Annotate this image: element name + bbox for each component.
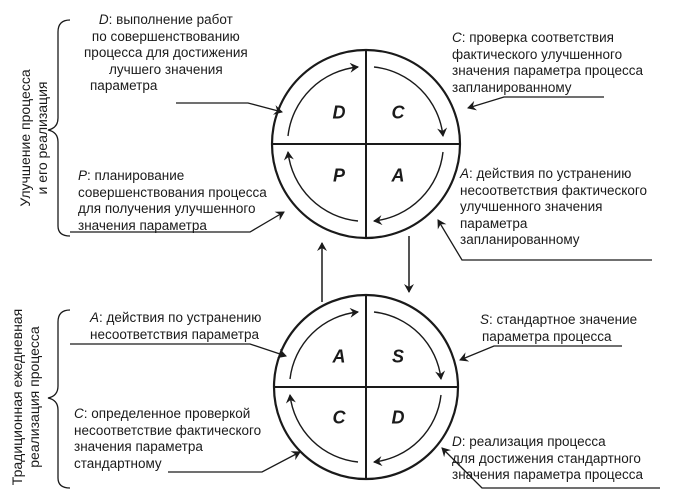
annotation-top-c: C: проверка соответствия фактического улучшенного значения параметра процесса запланированному <box>452 30 644 95</box>
top-pdca-cycle <box>272 50 460 238</box>
side-label-improvement-line-1: Улучшение процесса <box>17 69 33 207</box>
side-label-daily <box>9 309 43 485</box>
annotation-bottom-d: D: реализация процесса для достижения стандартного значения параметра процесса <box>452 434 644 482</box>
quadrant-letter-bottom-a: A <box>332 346 346 367</box>
quadrant-letter-bottom-d: D <box>391 407 405 428</box>
bottom-bracket <box>48 310 70 488</box>
bottom-sdca-cycle <box>274 295 458 479</box>
quadrant-letter-bottom-c: C <box>332 407 346 428</box>
quadrant-letter-top-c: C <box>391 102 405 123</box>
quadrant-letter-top-d: D <box>332 102 346 123</box>
quadrant-letter-top-a: A <box>391 165 405 186</box>
annotation-bottom-c: C: определенное проверкой несоответствие фактического значения параметра стандартному <box>74 406 262 471</box>
side-label-improvement <box>17 69 51 206</box>
side-label-improvement-line-2: и его реализация <box>34 81 50 195</box>
side-label-daily-line-1: Традиционная ежедневная <box>9 308 25 486</box>
annotation-bottom-s: S: стандартное значение параметра процесса <box>480 312 638 344</box>
annotation-top-p: P: планирование совершенствования процесса для получения улучшенного значения параметра <box>78 168 267 233</box>
annotation-top-d: D: выполнение работ по совершенствованию процесса для достижения лучшего значения параметра <box>84 12 248 93</box>
quadrant-letter-bottom-s: S <box>391 346 405 367</box>
annotation-top-a: A: действия по устранению несоответствия фактического улучшенного значения параметра запланированному <box>460 166 647 247</box>
annotation-bottom-a: A: действия по устранению несоответствия параметра <box>90 310 262 342</box>
side-label-daily-line-2: реализация процесса <box>26 326 42 468</box>
quadrant-letter-top-p: P <box>332 165 346 186</box>
cycle-connectors <box>322 236 409 302</box>
top-bracket <box>48 20 70 236</box>
